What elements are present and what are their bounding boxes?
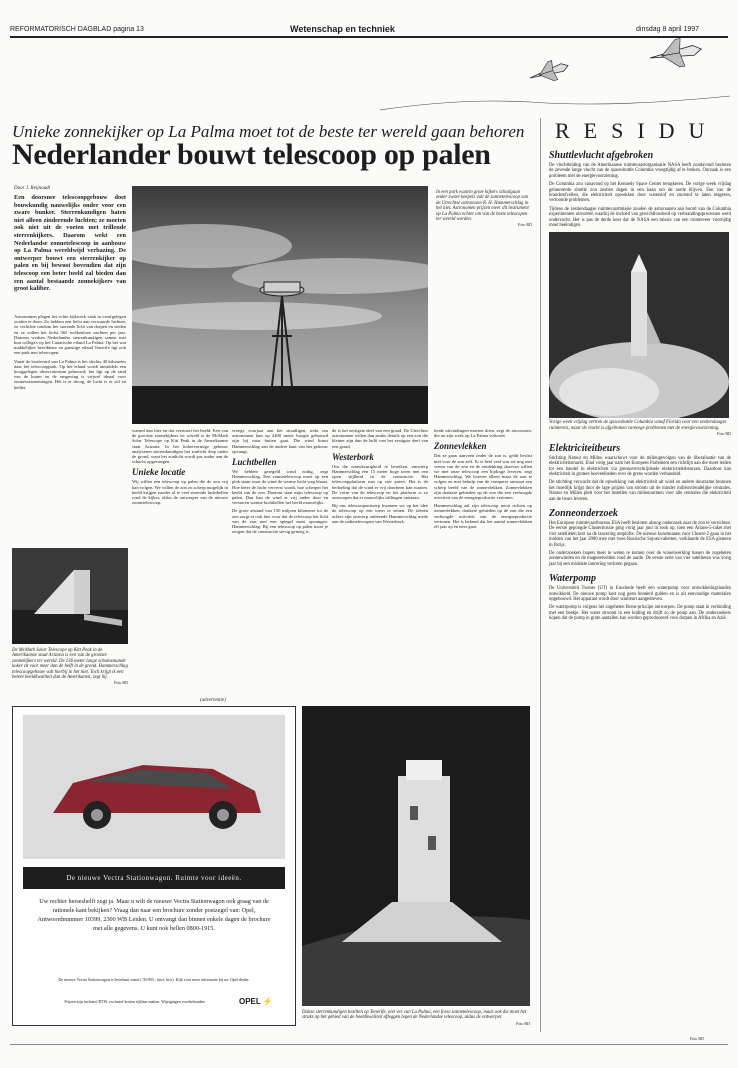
paragraph: Dat ze gaan aanvoen onder de zon is, geldt beslist niet voor de zon zelf. Er is heel veel wat we nog niet weten van de zon en de ontdekking daarvan willen we met onze telescoop een bijdrage leveren, zegt Hammerschlag. We hoeven alleen maar de zon te volgen en met behulp van de computer ontstaat een scherp beeld van de zonnevlekken. Zonnevlekken zijn donkere gebieden op de zon die een verhoogde activiteit van de energieproductie vertonen. <box>434 453 532 501</box>
paragraph: De onderzoekers hopen meer te weten te komen over de wisselwerking tussen de zogeheten zonnewinden en de magneetvelden rond de aarde. De eerste serie van vier satellieten was vorig jaar bij een mislukte lancering verloren gegaan. <box>549 550 731 567</box>
kicker: Unieke zonnekijker op La Palma moet tot de beste ter wereld gaan behoren <box>12 122 525 141</box>
paragraph: Bij ons telescoopontwerp kwamen we op het idee de telescoop op een toren te zetten. De ideeën achter zijn ontwerp ontleende Hammerschlag mede aan de radiotelescopen van Westerbork. <box>332 503 428 524</box>
footer-rule <box>10 1044 728 1045</box>
ad-smallprint-2: Prijzen zijn inclusief BTW, exclusief kosten rijklaar maken. Wijzigingen voorbehouden. <box>64 999 206 1004</box>
paragraph: We hebben geregeld wind nodig, zegt Hammerschlag. Een zonnetelescoop moet op een plek staan waar de wind de warme lucht weg blaast. Hoe beter de lucht ververst wordt, hoe scherper het beeld van de zon. Daarom staat mijn telescoop op palen. Dan kan de wind er vrij onder door en verstoren warme luchtbellen het beeld nauwelijks. <box>232 469 328 506</box>
paragraph: De vluchtleiding van de Amerikaanse ruimtevaartorganisatie NASA heeft zondavond besloten de zevende lange vlucht van de spaceshuttle Columbia vroegtijdig af te breken. Oorzaak is een probleem met de energievoorziening. <box>549 163 731 179</box>
ad-tagline: De nieuwe Vectra Stationwagon. Ruimte voor ideeën. <box>23 867 285 889</box>
paragraph: Het Europese ruimtevaartbureau ESA heeft besloten alsnog onderzoek naar de zon te verrichten. De eerste gepoogde Clustermissie ging vorig jaar juni in rook op, toen een Ariane-5-raket met vier satellieten kort na de lancering ontplofte. De nieuwe kunstmanen voor Cluster-2 gaan in het midden van het jaar 2000 mee met twee Russische Sojoez-raketten, verklaarde de ESA gisteren in Parijs. <box>549 520 731 548</box>
subhead-luchtbellen: Luchtbellen <box>232 457 277 468</box>
ad-smallprint: De nieuwe Vectra Stationwagon is leverbaar vanaf f 39.995,- (incl. btw). Kijk voor meer informatie bij uw Opel-dealer. <box>58 977 250 982</box>
photo-credit: Foto RD <box>518 222 532 228</box>
opel-logo <box>239 997 273 1006</box>
article-column-3 <box>232 428 328 537</box>
article-column-1 <box>14 314 126 393</box>
photo-credit: Foto RD <box>516 1020 530 1026</box>
brief-zonneonderzoek-title: Zonneonderzoek <box>549 507 618 519</box>
paragraph: Vanaf de boulevard van La Palma is het slechts 40 kilometer naar het telescooppark. Op het eiland wordt inmiddels een hooggelegen observatorium gebouwd; het ligt op de rand van de krater en de omgeving is vrijwel ideaal voor zonnewaarnemingen. Het is er droog, de lucht is er stil en helder. <box>14 358 126 390</box>
tenerife-telescope-photo <box>302 706 530 1006</box>
tower-caption <box>436 190 532 228</box>
lede: Een doorsnee telescoopgebouw doet bouwkundig nauwelijks onder voor een zware bunker. Sterrenkundigen haten niet alleen zinderende luchten; ze moeten ook niet uit de voeten met trillende sterrenkijkers. Daarom wekt een Nederlandse zonnetelescoop in aanbouw op La Palma wereldwijd verbazing. De ontwerper bouwt een sterrenkijker op palen en bij bewust bovendien dat zijn telescoop een beter beeld zal bieden dan een aantal bestaande zonnekijkers van groot kaliber. <box>14 194 126 293</box>
article-column-4 <box>332 428 428 527</box>
paragraph: Tijdens de zestiendaagse ruimtevaartmissie zouden de astronauten aan boord van de Columbia experimenten uitvoeren waarbij de invloed van gewichtloosheid op verbrandingsprocessen werd onderzocht. Het is pas de derde keer dat de NASA een missie van een ruimteveer voortijdig moet beëindigen. <box>549 206 731 229</box>
paragraph: de is het zestigste deel van een graad. De Utrechtse astronomen willen dan straks details op een zon die kleiner zijn dan de helft van het zestigste deel van een graad. <box>332 428 428 449</box>
sidebar-credit: Foto RD <box>690 1036 704 1041</box>
paragraph: De Universiteit Twente (UT) in Enschede heeft een waterpomp voor ontwikkelingslanden ontwikkeld. De nieuwe pomp kost nog geen honderd gulden en is uit eenvoudige materialen opgebouwd. Het apparaat wordt door wasbeurt aangedreven. <box>549 586 731 602</box>
byline: Door J. Reijnoudt <box>14 186 50 191</box>
paragraph: vroege voorjaar aan het straalligen, trekt om astronomen hun op 2400 meter hoogte gebouwd zijn hij naar buiten gaat. Die wind kunst Hammerschlag aan de andere kant van het gebouw opvangt. <box>232 428 328 454</box>
paragraph: Astronomen plegen het echte kijkwerk vaak in verafgelegen oorden te doen. Zo hebben zen liefst aan verwaarde luchten, zo verlichte rondom het storende licht van dorpen en steden en ze willen het liefst 365 wolkenloze nachten per jaar. Daarom werken Nederlandse sterrenkundigen samen met hun collega's op het Canarische eiland La Palma. Op het wat makkelijker bereikbare en gunstige eiland Tenerife ligt ook een park met telescopen. <box>14 314 126 356</box>
article-column-2 <box>132 428 228 508</box>
article-column-5 <box>434 428 532 532</box>
header-left: REFORMATORISCH DAGBLAD pagina 13 <box>10 26 144 33</box>
shuttle-launch-photo <box>549 232 729 418</box>
brief-waterpomp-title: Waterpomp <box>549 573 597 585</box>
opel-blitz-icon: ⚡ <box>262 997 273 1006</box>
brief-shuttle-title: Shuttlevlucht afgebroken <box>549 150 654 161</box>
subhead-zonnevlekken: Zonnevlekken <box>434 441 487 452</box>
shuttle-caption <box>549 420 731 436</box>
ad-body: Uw rechter herseshelft zegt ja. Maar u wilt de nieuwe Vectra Stationwagon ook graag van de rationele kant bekijken? Vraag dan naar een brochure zonder postzegel van: Opel, Antwoordnummer 10399, 2300 WB Leiden. U ontvangt dan binnen enkele dagen de brochure met alle gegevens. U kunt ook bellen 0800-1915. <box>37 898 271 932</box>
brand-name: OPEL <box>239 997 261 1006</box>
photo-credit: Foto RD <box>717 431 731 437</box>
car-photo <box>23 715 285 859</box>
sidebar-residu <box>540 118 731 1032</box>
mcmath-telescope-photo <box>12 548 128 644</box>
paragraph: De Columbia zou vanavond op het Kennedy Space Center terugkeren. De vorige week vrijdag gelanceerde shuttle zou zestien dagen in een baan om de aarde blijven. Een van de brandstofcellen, die elektriciteit opwekken door waterstof en zuurstof te laten reageren, vertoonde problemen. <box>549 182 731 204</box>
mcmath-caption <box>12 648 128 686</box>
headline: Nederlander bouwt telescoop op palen <box>12 138 491 171</box>
telescope-tower-photo <box>132 186 428 424</box>
caption-text: Vorige week vrijdag vertrok de spaceshuttle Columbia vanaf Florida voor een zestiendaagse ruimtereis, maar de vlucht is afgebroken vanwege problemen met de energievoorziening. <box>549 420 727 431</box>
header-date: dinsdag 8 april 1997 <box>636 26 700 33</box>
residu-title: RESIDU <box>555 118 719 143</box>
subhead-unieke: Unieke locatie <box>132 467 186 478</box>
advertisement-label: (advertentie) <box>200 698 226 703</box>
paragraph: De stichting verwacht dat de opwekking van elektriciteit uit wind en andere duurzame bronnen het moeilijk krijgt door de lage prijzen van stroom uit de minder milieuvriendelijke centrales. Natuur en Milieu pleit voor het instellen van milieunormen voor alle centrales die elektriciteit aan de beurs leveren. <box>549 480 731 502</box>
tenerife-caption <box>302 1010 530 1026</box>
caption-text: In een park waarin grote kijkers schuilgaan onder zware koepels valt de zonnetelescoop van de Utrechtse astronoom R. H. Hammerschlag in het niet. Astronomen prijzen meer dit instrument op La Palma echter om van de beste telescopen ter wereld worden. <box>436 190 529 223</box>
brief-elektriciteitbeurs-title: Elektriciteitbeurs <box>549 442 621 454</box>
opel-advertisement[interactable] <box>12 706 296 1026</box>
subhead-westerbork: Westerbork <box>332 451 374 462</box>
caption-text: De McMath Solar Telescope op Kitt Peak in de Amerikaanse staat Arizona is een van de grootste zonnekijkers ter wereld. De 136 meter lange schuinstaande koker zit voor meer dan de helft in de grond. Hammerschlag telescoopgebouw valt hierbij in het niet. Toch krijgt ik een betere beeldkwaliteit dan de Amerikanen, zegt hij. <box>12 648 128 681</box>
photo-credit: Foto RD <box>114 680 128 686</box>
shuttle-illustration <box>380 38 730 114</box>
section-title: Wetenschap en techniek <box>290 24 395 34</box>
paragraph: Hammerschlag zal zijn telescoop nooit richten op zonnevlekken, donkere gebieden op de zon die een verhoogde activiteit van de energieproductie vertonen. Het is bekend dat het aantal zonnevlekken elf jaar op en neer gaat. <box>434 503 532 530</box>
paragraph: De grote afstand van 150 miljoen kilometer tot de zon zorgt er ook hier voor dat de telescoop het licht van de zon met een spiegel moet opvangen. Hammerschlag: Bij een telescoop op palen moet je zorgen dat de constructie stevig genoeg is. <box>232 508 328 535</box>
paragraph: Stichting Natuur en Milieu waarschuwt voor de milieugevolgen van de liberalisatie van de elektriciteitsmarkt. Eind vorig jaar nam het Europees Parlement een richtlijn aan die moet leiden tot een handel in elektriciteit via grensoverschrijdende elektriciteitsbeurzen. Daardoor kan elektriciteit in grotere hoeveelheden over de grens worden verhandeld. <box>549 455 731 477</box>
paragraph: lende uitvindingen moeten doen, zegt de astronoom, die nu zijn werk op La Palma voltooid. <box>434 428 532 439</box>
paragraph: Om die nauwkeurigheid te bereiken, ontwierp Hammerschlag een 15 meter hoge toren met een open stijlheid in de constructie. Het telescoopplatform rust op vier poten. Het is de bedoeling dat de wind er vrij doorheen kan waaien. De vorm van de telescoop en het platform is zo ontworpen dat er nauwelijks trillingen ontstaan. <box>332 463 428 501</box>
paragraph: Wij willen een telescoop op palen die de zon vrij kan volgen. We willen de zon zo scherp mogelijk in beeld krijgen zonder al te veel storende luchtbellen rond de kijker, aldus de ontwerper van de nieuwe zonnetelescoop. <box>132 479 228 506</box>
paragraph: De waterpomp is volgens het zogeheten Breur-principe ontworpen. De pomp staat in verbinding met een beekje. Het water stroomt in een leiding en drijft zo de pomp aan. De onderzoekers hopen dat de pomp in grote aantallen kan worden geproduceerd voor dorpen in Afrika en Azië. <box>549 605 731 622</box>
caption-text: Duitse sterrenkundigen bezitten op Tenerife, niet ver van La Palma, een forse zonnetelescoop, maar ook die moet het straks op het gebied van de beeldkwaliteit afleggen tegen de Nederlandse telescoop, aldus de ontwerper. <box>302 1010 527 1021</box>
paragraph: warmd dan hier en dat verstoort het beeld. Een van de grootste zonnekijkers ter wereld is de McMath Solar Telescope op Kitt Peak in de Amerikaanse staat Arizona. In het kokervormige gebouw analyseren sterrenkundigen het zonlicht diep onder de grond, want het zonlicht wordt pas onder aan de schacht opgevangen. <box>132 428 228 465</box>
